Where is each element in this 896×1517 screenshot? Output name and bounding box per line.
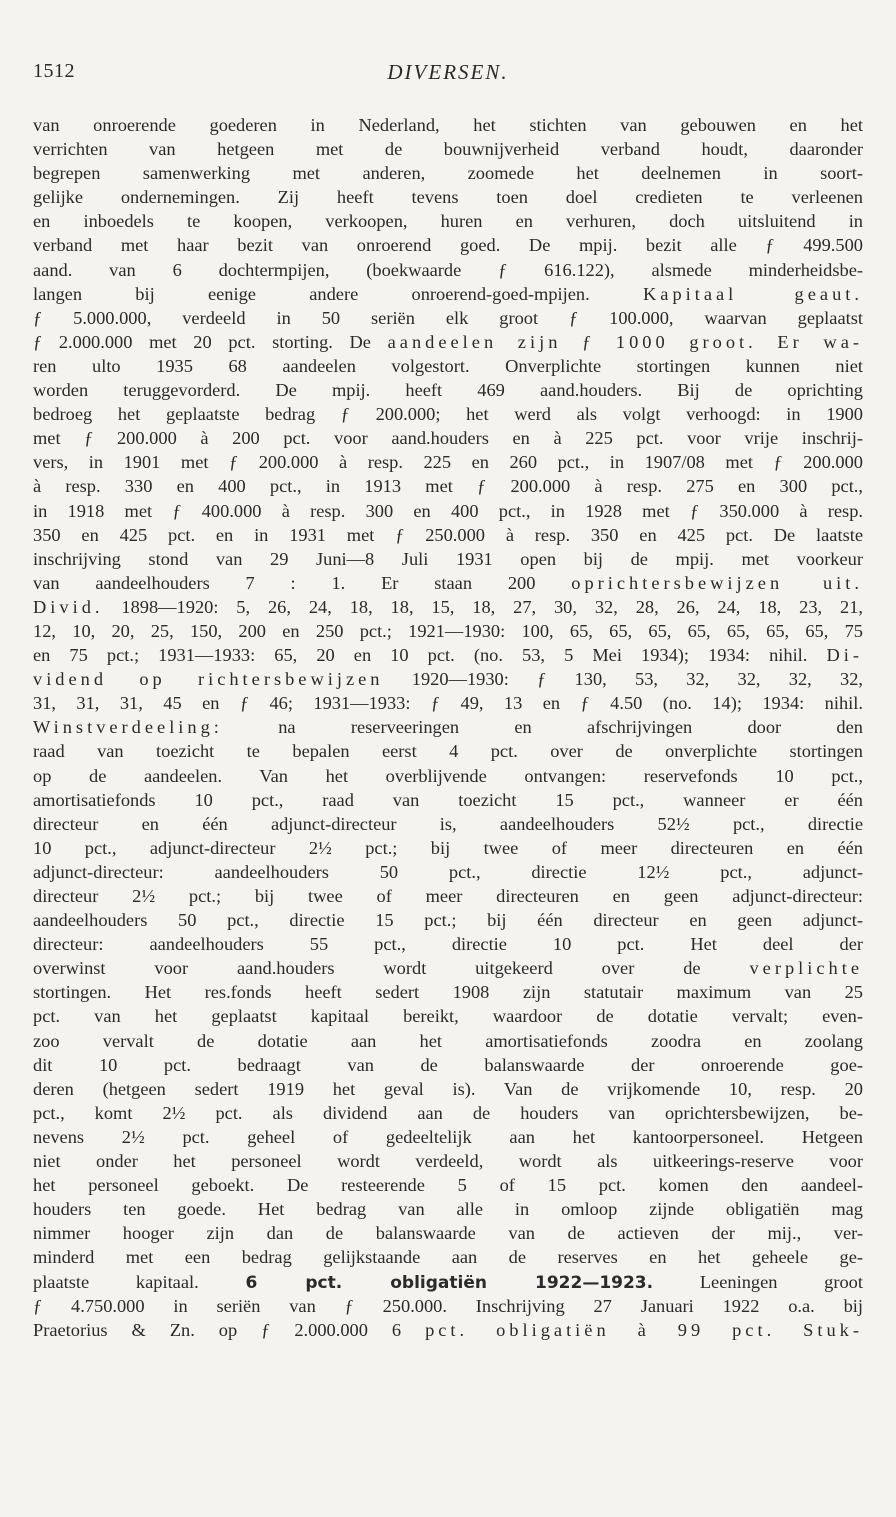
text-line: pct. van het geplaatst kapitaal bereikt, waardoor de dotatie vervalt; even- — [33, 1006, 863, 1027]
text-line: nevens 2½ pct. geheel of gedeeltelijk aan het kantoorpersoneel. Hetgeen — [33, 1126, 863, 1147]
text-line: minderd met een bedrag gelijkstaande aan de reserves en het geheele ge- — [33, 1247, 863, 1268]
text-line: directeur: aandeelhouders 55 pct., directie 10 pct. Het deel der — [33, 934, 863, 955]
page-number: 1512 — [33, 60, 75, 82]
text-line: op de aandeelen. Van het overblijvende ontvangen: reservefonds 10 pct., — [33, 765, 863, 786]
spaced-term-verplichte: verplichte — [749, 958, 863, 979]
spaced-term-di: Di- — [826, 645, 863, 666]
body-text — [33, 113, 863, 1342]
text-line: verrichten van hetgeen met de bouwnijverheid verband houdt, daaronder — [33, 139, 863, 160]
line-segment: en 75 pct.; 1931—1933: 65, 20 en 10 pct. (no. 53, 5 Mei 1934); 1934: nihil. — [33, 645, 808, 666]
text-line: aand. van 6 dochtermpijen, (boekwaarde ƒ 616.122), alsmede minderheidsbe- — [33, 259, 863, 280]
text-line: gelijke ondernemingen. Zij heeft tevens toen doel credieten te verleenen — [33, 187, 863, 208]
spaced-term-oprichtersbewijzen: oprichtersbewijzen uit. — [571, 572, 863, 593]
line-segment: langen bij eenige andere onroerend-goed-mpijen. — [33, 283, 590, 304]
text-line: ƒ 5.000.000, verdeeld in 50 seriën elk groot ƒ 100.000, waarvan geplaatst — [33, 307, 863, 328]
text-line: aandeelhouders 50 pct., directie 15 pct.; bij één directeur en geen adjunct- — [33, 910, 863, 931]
text-line: inschrijving stond van 29 Juni—8 Juli 1931 open bij de mpij. met voorkeur — [33, 548, 863, 569]
line-segment: ƒ 2.000.000 met 20 pct. storting. De — [33, 331, 371, 352]
text-line: en inboedels te koopen, verkoopen, huren en verhuren, doch uitsluitend in — [33, 211, 863, 232]
line-segment: van aandeelhouders 7 : 1. Er staan 200 — [33, 572, 536, 593]
spaced-term-dividend-op: vidend op richtersbewijzen — [33, 669, 384, 690]
line-segment: na reserveeringen en afschrijvingen door den — [278, 717, 863, 738]
page-header — [33, 60, 863, 90]
text-line: houders ten goede. Het bedrag van alle in omloop zijnde obligatiën mag — [33, 1199, 863, 1220]
text-line: van onroerende goederen in Nederland, het stichten van gebouwen en het — [33, 115, 863, 135]
running-head: DIVERSEN. — [387, 60, 509, 84]
text-line — [33, 667, 863, 691]
text-line — [33, 330, 863, 354]
bond-heading: 6 pct. obligatiën 1922—1923. — [245, 1272, 654, 1293]
line-segment: plaatste kapitaal. — [33, 1271, 199, 1292]
text-line: stortingen. Het res.fonds heeft sedert 1908 zijn statutair maximum van 25 — [33, 982, 863, 1003]
text-line: vers, in 1901 met ƒ 200.000 à resp. 225 en 260 pct., in 1907/08 met ƒ 200.000 — [33, 452, 863, 473]
text-line: adjunct-directeur: aandeelhouders 50 pct., directie 12½ pct., adjunct- — [33, 861, 863, 882]
text-line: 31, 31, 31, 45 en ƒ 46; 1931—1933: ƒ 49, 13 en ƒ 4.50 (no. 14); 1934: nihil. — [33, 693, 863, 714]
line-segment: 1898—1920: 5, 26, 24, 18, 18, 15, 18, 27, 30, 32, 28, 26, 24, 18, 23, 21, — [121, 596, 863, 617]
spaced-term-winstverdeeling: Winstverdeeling: — [33, 717, 223, 738]
text-line: nimmer hooger zijn dan de balanswaarde van de actieven der mij., ver- — [33, 1223, 863, 1244]
text-line: 350 en 425 pct. en in 1931 met ƒ 250.000 à resp. 350 en 425 pct. De laatste — [33, 524, 863, 545]
text-line: het personeel geboekt. De resteerende 5 of 15 pct. komen den aandeel- — [33, 1175, 863, 1196]
text-line — [33, 595, 863, 619]
text-line: directeur 2½ pct.; bij twee of meer directeuren en geen adjunct-directeur: — [33, 886, 863, 906]
text-line — [33, 715, 863, 739]
text-line — [33, 282, 863, 306]
text-line: niet onder het personeel wordt verdeeld, wordt als uitkeerings-reserve voor — [33, 1151, 863, 1172]
text-line: deren (hetgeen sedert 1919 het geval is). Van de vrijkomende 10, resp. 20 — [33, 1078, 863, 1099]
text-line — [33, 354, 863, 378]
text-line — [33, 571, 863, 595]
spaced-term-divid: Divid. — [33, 596, 104, 617]
text-line: pct., komt 2½ pct. als dividend aan de houders van oprichtersbewijzen, be- — [33, 1102, 863, 1123]
text-line: bedroeg het geplaatste bedrag ƒ 200.000; het werd als volgt verhoogd: in 1900 — [33, 404, 863, 425]
line-segment: Praetorius & Zn. op ƒ 2.000.000 6 — [33, 1319, 402, 1340]
text-line: 12, 10, 20, 25, 150, 200 en 250 pct.; 1921—1930: 100, 65, 65, 65, 65, 65, 65, 65, 75 — [33, 620, 863, 641]
line-segment: Onverplichte stortingen kunnen niet — [505, 355, 863, 376]
text-line: verband met haar bezit van onroerend goed. De mpij. bezit alle ƒ 499.500 — [33, 235, 863, 256]
spaced-term-kapitaal: Kapitaal geaut. — [643, 283, 863, 304]
text-line: begrepen samenwerking met anderen, zoomede het deelnemen in soort- — [33, 163, 863, 184]
text-line — [33, 1270, 863, 1294]
text-line — [33, 1318, 863, 1342]
text-line: raad van toezicht te bepalen eerst 4 pct. over de onverplichte stortingen — [33, 741, 863, 762]
text-line: ƒ 4.750.000 in seriën van ƒ 250.000. Inschrijving 27 Januari 1922 o.a. bij — [33, 1295, 863, 1316]
text-line: 10 pct., adjunct-directeur 2½ pct.; bij twee of meer directeuren en één — [33, 837, 863, 858]
text-line — [33, 643, 863, 667]
spaced-term-aandeelen: aandeelen zijn ƒ 1000 groot. Er wa- — [387, 331, 863, 352]
line-segment: Leeningen groot — [699, 1271, 863, 1292]
text-line — [33, 956, 863, 980]
text-line: in 1918 met ƒ 400.000 à resp. 300 en 400 pct., in 1928 met ƒ 350.000 à resp. — [33, 500, 863, 521]
text-line: worden teruggevorderd. De mpij. heeft 469 aand.houders. Bij de oprichting — [33, 380, 863, 401]
line-segment: ren ulto 1935 68 aandeelen volgestort. — [33, 355, 470, 376]
text-line: dit 10 pct. bedraagt van de balanswaarde der onroerende goe- — [33, 1054, 863, 1075]
spaced-term-pct-obligatien: pct. obligatiën à 99 pct. Stuk- — [425, 1319, 863, 1340]
line-segment: overwinst voor aand.houders wordt uitgekeerd over de — [33, 958, 701, 979]
text-line: directeur en één adjunct-directeur is, aandeelhouders 52½ pct., directie — [33, 813, 863, 834]
text-line: zoo vervalt de dotatie aan het amortisatiefonds zoodra en zoolang — [33, 1030, 863, 1051]
text-line: met ƒ 200.000 à 200 pct. voor aand.houders en à 225 pct. voor vrije inschrij- — [33, 428, 863, 449]
text-line: amortisatiefonds 10 pct., raad van toezicht 15 pct., wanneer er één — [33, 789, 863, 810]
line-segment: 1920—1930: ƒ 130, 53, 32, 32, 32, 32, — [411, 669, 863, 690]
text-line: à resp. 330 en 400 pct., in 1913 met ƒ 200.000 à resp. 275 en 300 pct., — [33, 476, 863, 497]
